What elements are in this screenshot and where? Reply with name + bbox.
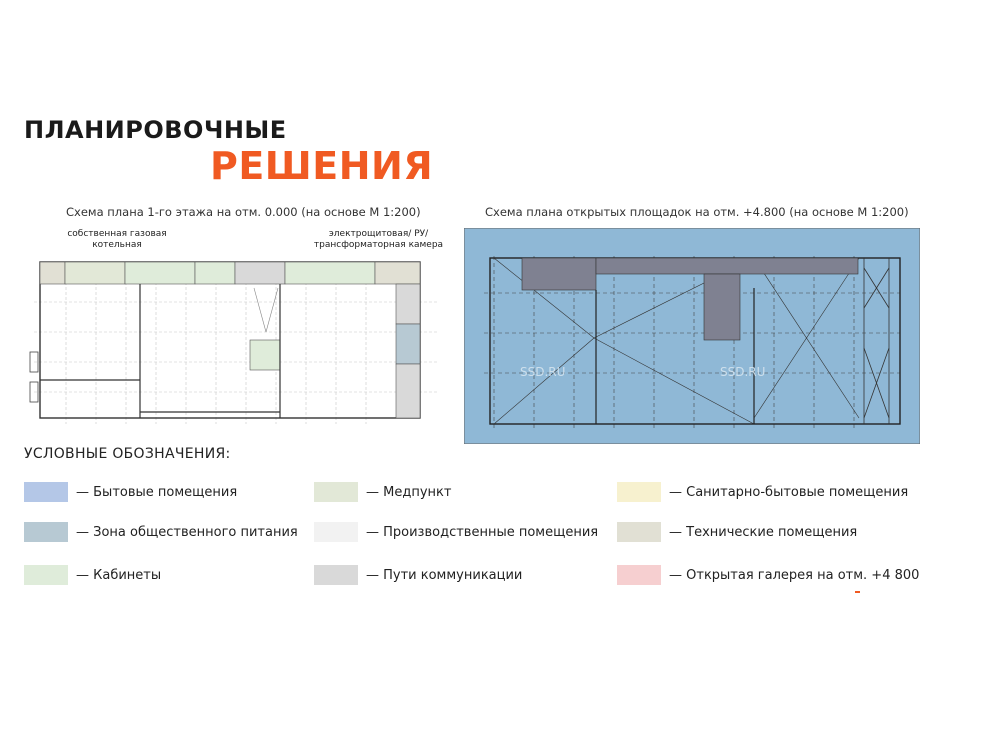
legend-item: [24, 522, 298, 542]
legend-label: — Санитарно-бытовые помещения: [669, 484, 909, 500]
legend-item: [314, 522, 598, 542]
switchgear-note: электрощитовая/ РУ/ трансформаторная камера: [313, 229, 444, 250]
open-platform-plan: [464, 228, 920, 444]
legend-label: — Бытовые помещения: [76, 484, 238, 500]
legend-label: — Технические помещения: [669, 524, 858, 540]
legend-swatch: [617, 565, 661, 585]
legend-swatch: [314, 565, 358, 585]
legend-item: [617, 522, 857, 542]
decorative-mark: [855, 591, 860, 593]
legend-item: [314, 565, 522, 585]
legend-swatch: [314, 482, 358, 502]
legend-item: [24, 482, 237, 502]
page-title-line2: РЕШЕНИЯ: [210, 144, 434, 188]
watermark-left: SSD.RU: [520, 365, 566, 379]
legend-label: — Производственные помещения: [366, 524, 599, 540]
legend-swatch: [314, 522, 358, 542]
right-plan-caption: Схема плана открытых площадок на отм. +4.800 (на основе М 1:200): [485, 205, 909, 219]
legend-item: [617, 482, 908, 502]
ground-floor-plan: [26, 252, 446, 432]
legend-label: — Пути коммуникации: [366, 567, 523, 583]
watermark-right: SSD.RU: [720, 365, 766, 379]
legend-heading: УСЛОВНЫЕ ОБОЗНАЧЕНИЯ:: [24, 446, 231, 462]
legend-item: [314, 482, 451, 502]
legend-swatch: [24, 482, 68, 502]
legend-item: [24, 565, 161, 585]
left-plan-caption: Схема плана 1-го этажа на отм. 0.000 (на основе М 1:200): [66, 205, 421, 219]
plan-rooms-top: [40, 262, 420, 284]
boiler-room-note: собственная газовая котельная: [67, 229, 167, 250]
legend-item: [617, 565, 919, 585]
page-title-line1: ПЛАНИРОВОЧНЫЕ: [24, 116, 287, 144]
legend-swatch: [617, 482, 661, 502]
legend-label: — Медпункт: [366, 484, 452, 500]
legend-label: — Кабинеты: [76, 567, 162, 583]
legend-swatch: [24, 565, 68, 585]
legend-label: — Зона общественного питания: [76, 524, 298, 540]
legend-label: — Открытая галерея на отм. +4 800: [669, 567, 920, 583]
legend-swatch: [617, 522, 661, 542]
legend-swatch: [24, 522, 68, 542]
